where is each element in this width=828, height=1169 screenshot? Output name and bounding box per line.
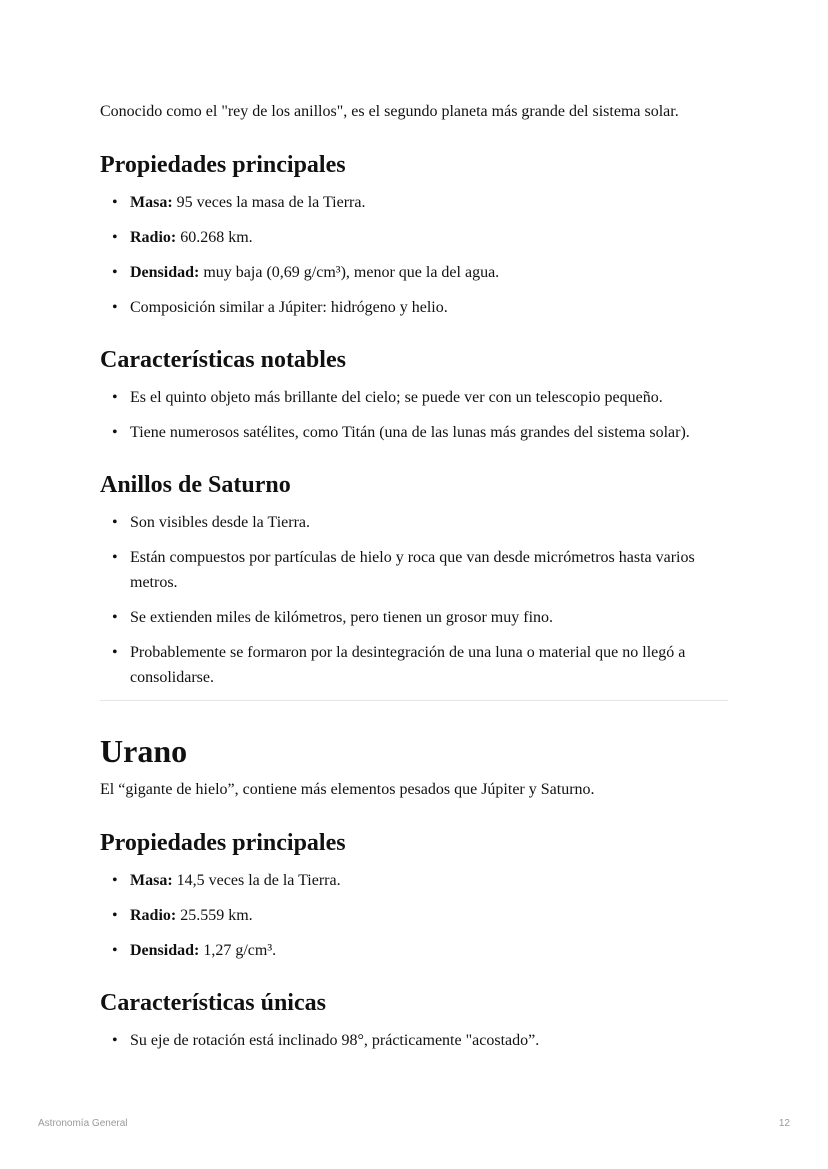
- list-item: [100, 1028, 728, 1053]
- item-text: muy baja (0,69 g/cm³), menor que la del agua.: [199, 264, 500, 281]
- saturno-anillos-heading: Anillos de Saturno: [100, 472, 291, 498]
- item-text: Composición similar a Júpiter: hidrógeno y helio.: [130, 299, 448, 316]
- bullet-icon: •: [112, 549, 118, 566]
- item-text: Probablemente se formaron por la desintegración de una luna o material que no llegó a consolidarse.: [130, 644, 686, 686]
- item-label: Masa:: [130, 194, 173, 211]
- bullet-icon: •: [112, 644, 118, 661]
- footer-page-number: 12: [778, 1118, 790, 1129]
- list-item: [100, 938, 728, 963]
- urano-caracteristicas-list: [100, 1028, 728, 1063]
- urano-title: Urano: [100, 733, 188, 769]
- saturno-intro: Conocido como el "rey de los anillos", es el segundo planeta más grande del sistema solar.: [100, 103, 679, 120]
- section-divider: [100, 700, 728, 701]
- footer-document-title: Astronomía General: [38, 1118, 128, 1129]
- bullet-icon: •: [112, 942, 118, 959]
- urano-propiedades-heading: Propiedades principales: [100, 830, 346, 856]
- item-text: Es el quinto objeto más brillante del cielo; se puede ver con un telescopio pequeño.: [130, 389, 663, 406]
- list-item: [100, 868, 728, 893]
- item-text: 60.268 km.: [176, 229, 253, 246]
- saturno-anillos-list: [100, 510, 728, 700]
- item-text: Están compuestos por partículas de hielo y roca que van desde micrómetros hasta varios metros.: [130, 549, 695, 591]
- saturno-propiedades-list: [100, 190, 728, 330]
- item-text: 14,5 veces la de la Tierra.: [172, 872, 341, 889]
- item-label: Masa:: [130, 872, 173, 889]
- saturno-caracteristicas-list: [100, 385, 728, 455]
- item-label: Radio:: [130, 907, 177, 924]
- bullet-icon: •: [112, 609, 118, 626]
- list-item: [100, 260, 728, 285]
- item-text: 25.559 km.: [176, 907, 253, 924]
- list-item: [100, 640, 728, 690]
- urano-propiedades-list: [100, 868, 728, 973]
- saturno-caracteristicas-heading: Características notables: [100, 347, 346, 373]
- bullet-icon: •: [112, 194, 118, 211]
- item-text: Son visibles desde la Tierra.: [130, 514, 310, 531]
- urano-caracteristicas-heading: Características únicas: [100, 990, 326, 1016]
- bullet-icon: •: [112, 299, 118, 316]
- bullet-icon: •: [112, 907, 118, 924]
- list-item: [100, 903, 728, 928]
- item-text: Su eje de rotación está inclinado 98°, prácticamente "acostado”.: [130, 1032, 540, 1049]
- list-item: [100, 190, 728, 215]
- saturno-propiedades-heading: Propiedades principales: [100, 152, 346, 178]
- urano-intro: El “gigante de hielo”, contiene más elementos pesados que Júpiter y Saturno.: [100, 781, 595, 798]
- item-text: 1,27 g/cm³.: [199, 942, 277, 959]
- list-item: [100, 225, 728, 250]
- bullet-icon: •: [112, 389, 118, 406]
- item-label: Densidad:: [130, 942, 200, 959]
- bullet-icon: •: [112, 514, 118, 531]
- item-label: Radio:: [130, 229, 177, 246]
- list-item: [100, 605, 728, 630]
- bullet-icon: •: [112, 229, 118, 246]
- item-text: 95 veces la masa de la Tierra.: [172, 194, 366, 211]
- bullet-icon: •: [112, 264, 118, 281]
- item-text: Tiene numerosos satélites, como Titán (una de las lunas más grandes del sistema solar).: [130, 424, 690, 441]
- list-item: [100, 295, 728, 320]
- bullet-icon: •: [112, 872, 118, 889]
- list-item: [100, 545, 728, 595]
- bullet-icon: •: [112, 424, 118, 441]
- list-item: [100, 510, 728, 535]
- item-label: Densidad:: [130, 264, 200, 281]
- list-item: [100, 420, 728, 445]
- item-text: Se extienden miles de kilómetros, pero tienen un grosor muy fino.: [130, 609, 554, 626]
- bullet-icon: •: [112, 1032, 118, 1049]
- list-item: [100, 385, 728, 410]
